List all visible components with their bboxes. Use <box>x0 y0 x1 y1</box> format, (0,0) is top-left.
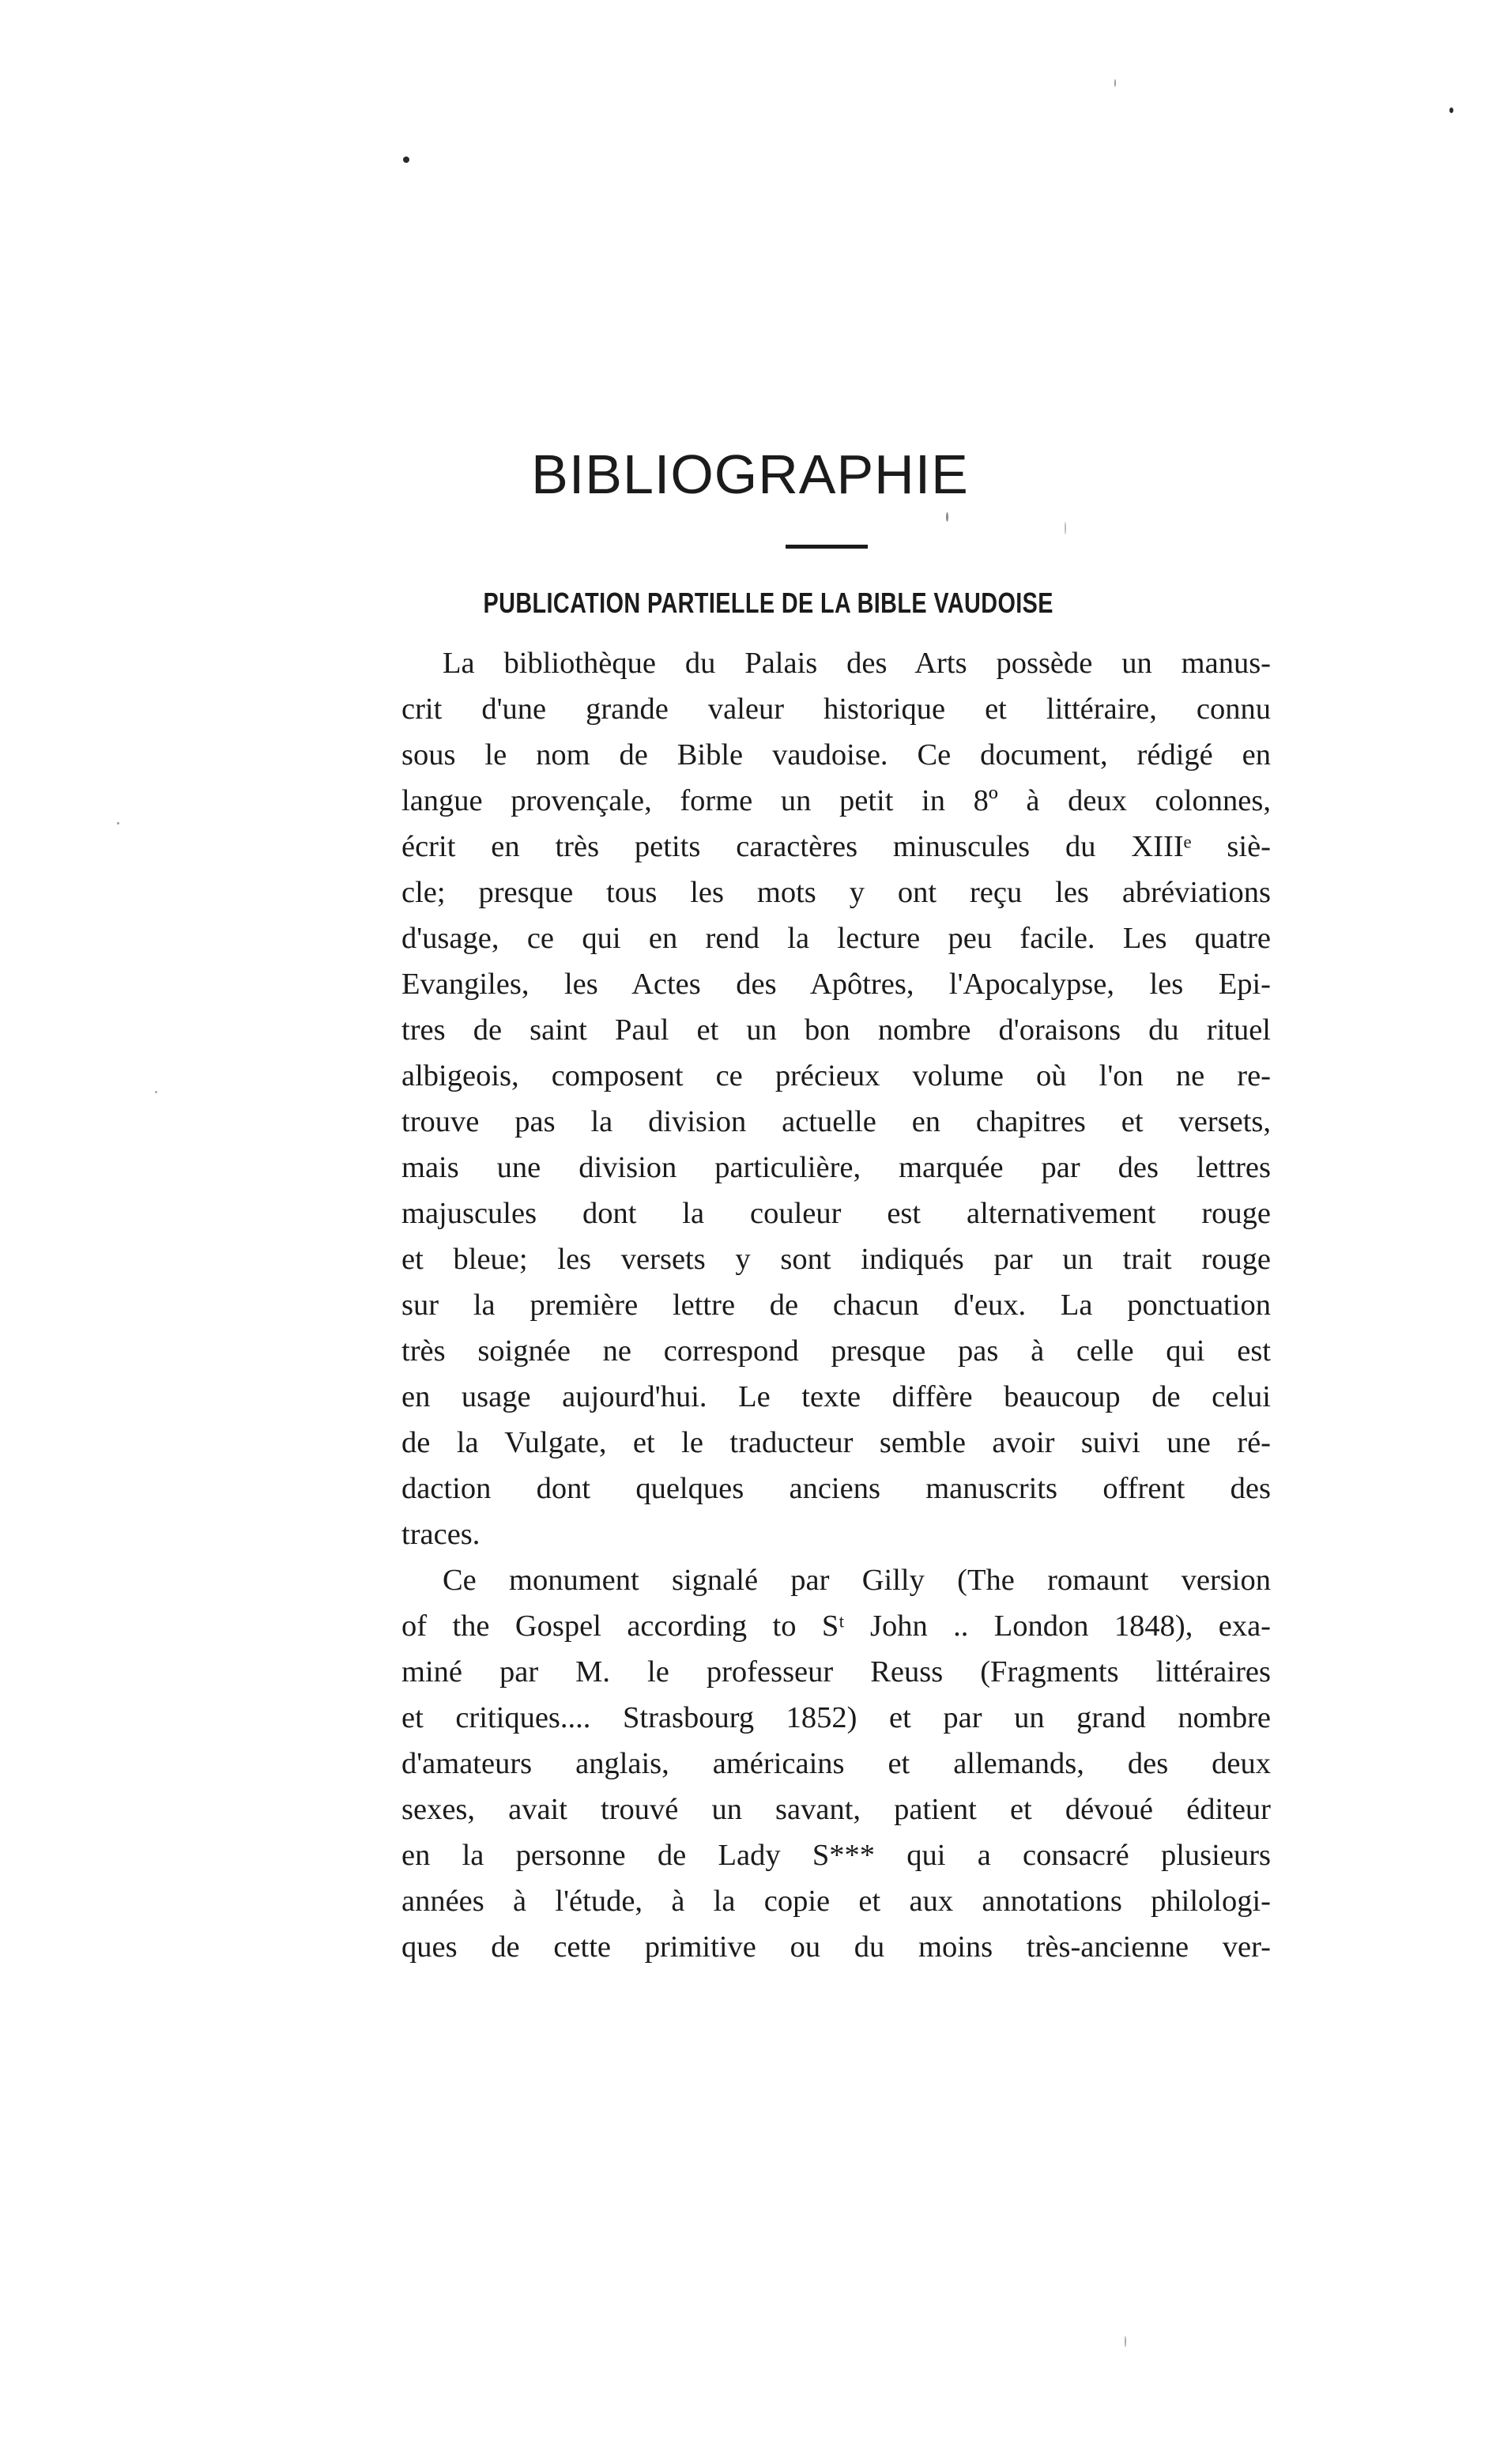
text-line: daction dont quelques anciens manuscrits offrent des <box>401 1472 1271 1505</box>
article-heading: PUBLICATION PARTIELLE DE LA BIBLE VAUDOISE <box>483 587 1053 619</box>
text-line: et bleue; les versets y sont indiqués par un trait rouge <box>401 1243 1271 1276</box>
text-line: Evangiles, les Actes des Apôtres, l'Apocalypse, les Epi- <box>401 968 1271 1001</box>
text-line: et critiques.... Strasbourg 1852) et par un grand nombre <box>401 1701 1271 1734</box>
text-line: en usage aujourd'hui. Le texte diffère beaucoup de celui <box>401 1380 1271 1413</box>
text-line: ques de cette primitive ou du moins très-ancienne ver- <box>401 1930 1271 1964</box>
text-line: en la personne de Lady S*** qui a consacré plusieurs <box>401 1839 1271 1872</box>
text-line: sous le nom de Bible vaudoise. Ce document, rédigé en <box>401 738 1271 772</box>
text-line: très soignée ne correspond presque pas à celle qui est <box>401 1334 1271 1368</box>
text-line: années à l'étude, à la copie et aux annotations philologi- <box>401 1885 1271 1918</box>
text-line: langue provençale, forme un petit in 8º à deux colonnes, <box>401 784 1271 817</box>
text-line: Ce monument signalé par Gilly (The romaunt version <box>443 1564 1271 1597</box>
text-line: traces. <box>401 1518 481 1551</box>
text-line: tres de saint Paul et un bon nombre d'oraisons du rituel <box>401 1013 1271 1047</box>
text-line: miné par M. le professeur Reuss (Fragments littéraires <box>401 1655 1271 1689</box>
text-line: sexes, avait trouvé un savant, patient et dévoué éditeur <box>401 1793 1271 1826</box>
text-line: crit d'une grande valeur historique et littéraire, connu <box>401 692 1271 726</box>
text-line: of the Gospel according to Sᵗ John .. London 1848), exa- <box>401 1609 1271 1643</box>
text-line: de la Vulgate, et le traducteur semble avoir suivi une ré- <box>401 1426 1271 1459</box>
text-line: d'amateurs anglais, américains et allemands, des deux <box>401 1747 1271 1780</box>
text-line: majuscules dont la couleur est alternativement rouge <box>401 1197 1271 1230</box>
text-line: mais une division particulière, marquée par des lettres <box>401 1151 1271 1184</box>
text-line: albigeois, composent ce précieux volume où l'on ne re- <box>401 1059 1271 1092</box>
text-line: d'usage, ce qui en rend la lecture peu facile. Les quatre <box>401 922 1271 955</box>
text-line: écrit en très petits caractères minuscules du XIIIᵉ siè- <box>401 830 1271 863</box>
section-title: BIBLIOGRAPHIE <box>531 443 969 505</box>
text-line: cle; presque tous les mots y ont reçu les abréviations <box>401 876 1271 909</box>
text-line: sur la première lettre de chacun d'eux. La ponctuation <box>401 1289 1271 1322</box>
text-line: La bibliothèque du Palais des Arts possède un manus- <box>443 647 1271 680</box>
text-line: trouve pas la division actuelle en chapitres et versets, <box>401 1105 1271 1138</box>
